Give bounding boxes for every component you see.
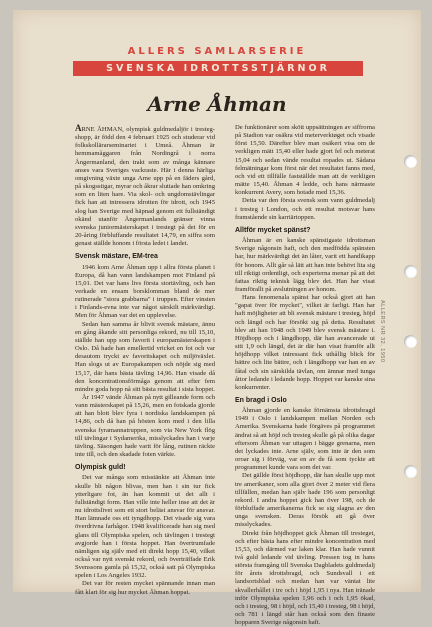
section-heading: Alltför mycket spänst? [235,227,375,235]
binder-hole [404,265,417,278]
series-title: ALLERS SAMLARSERIE [13,46,421,57]
series-subtitle-band: SVENSKA IDROTTSSTJÄRNOR [73,61,363,76]
card-sheet [13,10,421,592]
paragraph: Åhman är en kanske spänstigaste idrottsman Sverige någonsin haft, och den medfödda spänsten har, hur märkvärdigt det än låter, varit ett handikapp för honom. Allt går så lätt att han inte behövt lita sig till riktigt ordentligt, och experterna menar på att det fattas riktig teknisk lägg blev det. Han har visat framförallt på avslutningen av honom. [235,237,375,294]
binder-hole [404,465,417,478]
paragraph: Åhman gjorde en kanske förnämsta idrottsbragd 1949 i Oslo i landskampen mellan Norden och Amerika. Svenskarna hade förgäves på programmet ändrat så att höjd och tresteg skulle gå på olika dagar eftersom Åhman var uttagen i bägge grenarna, men det lyckades inte. Arne själv, som inte är den som oroar sig i förväg, var en av de få som tyckte att programmet kunde vara som det var. [235,407,375,472]
section-heading: En bragd i Oslo [235,397,375,405]
paragraph: Hans fenomenala spänst har också gjort att han "gapat över för mycket", vilket är farligt. Han har haft möjligheter att bli svensk mästare i tresteg, höjd och längd och har försökt sig på detta. Resultatet blev att han 1948 och 1949 blev svensk mästare i. Höjdhopp och i längdhopp, där han avancerade ut sitt 1,9 och längd, det är där han visat framför allt höjdhopp vilket intressant fick uthållig blick för bättre och lite bättre, och i längdhopp var han en av fåtal och sin särskilda tävlan, om ämnar med tunga åttor ledande i ledande hopp. Hoppet var kanske sina konkurrenter. [235,294,375,392]
paragraph: Direkt från höjdhoppet gick Åhman till tresteget, och efter bästa hans efter mindre koncentration med 15,53, och därmed var laken klar. Han hade vunnit två guld ledande vid tävling. Pressen tog in hans största framgång till Svenska Dagbladets guldmedalj för årets idrottsbragd, och Sundsvall i ett landsortsblad och medan han var väntat lite skvallerhållet i tre och i höjd 1,95 i nya. Han tränade inför Olympiska spelen 1,96 och i och 1,95 ökad, och i tresteg, 98 i höjd, och 15,40 i tresteg, 98 i höjd, och 781 i längd står han också som den finaste hopparen Sverige någonsin haft. [235,530,375,627]
paragraph: Detta var den första svensk som vann guldmedalj i tresteg i London, och ett resultat motsvar hans framstående sin karriärtoppen. [235,197,375,221]
binder-hole [404,155,417,168]
left-column [75,124,215,597]
paragraph: Sedan han samma år blivit svensk mästare, ännu en gång åkande sitt personliga rekord, nu till 15,10, ställde han upp som favorit i europamästerskapen i Oslo. Då hade han emellertid vricket en fot och var desautom tryckt av favoritskapet och miljöväxlet. Han slogs ut av Europakampen och nöjde sig med 15,17, där hans bästa tävling 14,96. Han visade då den koncentrationsförmåga genom att efter fem mindre goda hopp nå sitt bästa resultat i sista hoppet. [75,321,215,394]
paragraph: Det var för resten mycket spännande innan man fått klart för sig hur mycket Åhman hoppat. [75,580,215,596]
paragraph: År 1947 vände Åhman på nytt gilleande form och vann mästerskapet på 15,26, men en fotskada gjorde att han blott blev fyra i nordiska landskampen på 14,86, och då han på hösten kom med i den lilla svenska fyramannatruppen, som via New York flög till tävlingar i Sydamerika, misslyckades han i varje tävling. Säsongen hade varit för lång, rutinen räckte inte till, och den skadade foten värkte. [75,394,215,459]
issue-stamp: ALLERS NR 32, 1950 [379,300,385,363]
paragraph: Det var många som misstänkte att Åhman inte skulle bli någon blivas, men han i sin tur fick ytterligare fot, än han kommit ut det allt i fullständigt form. Han ville inte heller inse att det är nu idrottslivet som ett stort beläst ansvar för ansvar. Han lämnade oss ett tyngdhopp. Det visade sig vara överdrivna farhågor. 1948 kvalificerade han sig med glans till Olympiska spelen, och tävlingen i trestegt avgjorde han i första hoppet. Han övertrumfade nämligen sig själv med ett direkt hopp 15,40, vilket också var nytt svenskt rekord, och överträffade Erik Svenssons gamla på 15,32, också satt på Olympiska spelen i Los Angeles 1932. [75,474,215,580]
section-heading: Svensk mästare, EM-trea [75,253,215,261]
binder-hole [404,335,417,348]
paragraph: 1946 kom Arne Åhman upp i allra första planet i Europa, då han vann landskampen mot Finland på 15,01. Det var hans livs första stortävling, och han verkade en ensam borsklomman bland de mer rutinerade "stora grabbarna" i truppen. Efter vinsten i Finlands-evna inte var något särskilt märkvärdigt. Men för Åhman var det en upplevelse. [75,264,215,321]
article-title: Arne Åhman [13,92,421,116]
right-column [235,124,375,627]
intro-paragraph: ARNE ÅHMAN, olympisk guldmedaljör i trestegshopp, är född den 4 februari 1925 och studerar vid folkskollärarseminariet i Umeå. Åhman är hemmamåggaren från Nordingrå i norra Ångermanland, den trakt som av många kännare anses vara Sveriges vackraste. Här i denna härliga omgivning växte unga Arne upp på en fäders gård, på skogsstigar, myrar och åkrar sluttade han omkring som en liten hare. Via skol- och ungdomstävlingar fick han att intressera idrotten för idrott, och 1945 slog han Sverige med häpnad genom ett fullständigt okänd utanför Ångermanlands gränser vinna svenska juniormästerskapet i trestegt på det för en 20-åring förbluffande resultatet 14,79, en siffra som genast ställde honom i första ledet i landet. [75,124,215,248]
drop-cap: A [75,123,82,133]
section-heading: Olympisk guld! [75,464,215,472]
paragraph: Det gällde först höjdhopp, där han skulle upp mot tre amerikaner, som alla gjort över 2 meter vid flera tillfällen, medan han själv hade 196 som personligt rekord. I andra hoppet gick han över 198, och de förbluffade amerikanerna fick se sig slagna av den unga svensken. Deras försök att gå över misslyckades. [235,472,375,529]
paragraph: De funktionärer som skött uppsättningen av siffrorna på Stadion var osäkra vid meterverktøget och visade först 15,50. Därefter blev man osäkert visa om de verkligen mätt 15,40 eller hade gjort fel och meterat 15,04 och sedan vände resultat ropades ut. Sådana felmätningar kom först när det resultatet fanns med, och vid ett tillfälle fastställde man att de verkligen mätte 15,40. Åhman 4 ledde, och hans närmaste konkurrent Avery, som hotade med 15,36. [235,124,375,197]
